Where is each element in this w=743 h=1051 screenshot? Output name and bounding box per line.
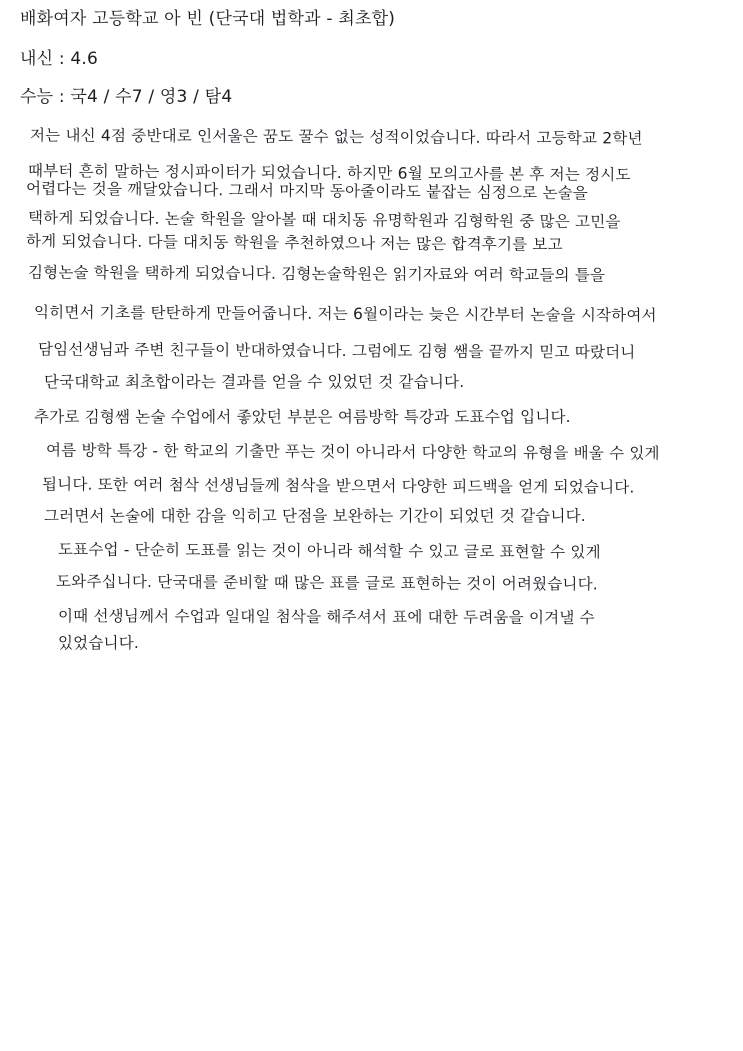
text-line: 때부터 흔히 말하는 정시파이터가 되었습니다. 하지만 6월 모의고사를 본 후 저는 정시도 xyxy=(27,161,631,185)
text-line: 그러면서 논술에 대한 감을 익히고 단점을 보완하는 기간이 되었던 것 같습니다. xyxy=(44,507,586,525)
header-school-name: 배화여자 고등학교 아 빈 (단국대 법학과 - 최초합) xyxy=(20,9,396,29)
header-suneung-scores: 수능 : 국4 / 수7 / 영3 / 탐4 xyxy=(20,87,233,107)
text-line: 이때 선생님께서 수업과 일대일 첨삭을 해주셔서 표에 대한 두려움을 이겨낼 수 xyxy=(57,607,595,627)
text-line: 단국대학교 최초합이라는 결과를 얻을 수 있었던 것 같습니다. xyxy=(44,373,465,391)
text-line: 어렵다는 것을 깨달았습니다. 그래서 마지막 동아줄이라도 붙잡는 심정으로 논술을 xyxy=(25,179,589,203)
text-line: 담임선생님과 주변 친구들이 반대하였습니다. 그럼에도 김형 쌤을 끝까지 믿고 따랐더니 xyxy=(37,340,636,362)
header-gpa: 내신 : 4.6 xyxy=(20,49,99,69)
text-line: 택하게 되었습니다. 논술 학원을 알아볼 때 대치동 유명학원과 김형학원 중 많은 고민을 xyxy=(27,208,621,232)
text-line: 하게 되었습니다. 다들 대치동 학원을 추천하였으나 저는 많은 합격후기를 보고 xyxy=(25,232,563,254)
text-line: 저는 내신 4점 중반대로 인서울은 꿈도 꿀수 없는 성적이었습니다. 따라서 고등학교 2학년 xyxy=(29,126,643,148)
text-line: 추가로 김형쌤 논술 수업에서 좋았던 부분은 여름방학 특강과 도표수업 입니다. xyxy=(34,408,571,426)
text-line: 익히면서 기초를 탄탄하게 만들어줍니다. 저는 6월이라는 늦은 시간부터 논술을 시작하여서 xyxy=(33,303,657,325)
text-line: 됩니다. 또한 여러 첨삭 선생님들께 첨삭을 받으면서 다양한 피드백을 얻게 되었습니다. xyxy=(41,475,635,497)
text-line: 도표수업 - 단순히 도표를 읽는 것이 아니라 해석할 수 있고 글로 표현할 수 있게 xyxy=(57,540,601,562)
text-line: 있었습니다. xyxy=(58,634,139,652)
text-line: 도와주십니다. 단국대를 준비할 때 많은 표를 글로 표현하는 것이 어려웠습니다. xyxy=(55,572,598,594)
text-line: 여름 방학 특강 - 한 학교의 기출만 푸는 것이 아니라서 다양한 학교의 유형을 배울 수 있게 xyxy=(45,441,660,463)
text-line: 김형논술 학원을 택하게 되었습니다. 김형논술학원은 읽기자료와 여러 학교들의 틀을 xyxy=(27,263,606,285)
